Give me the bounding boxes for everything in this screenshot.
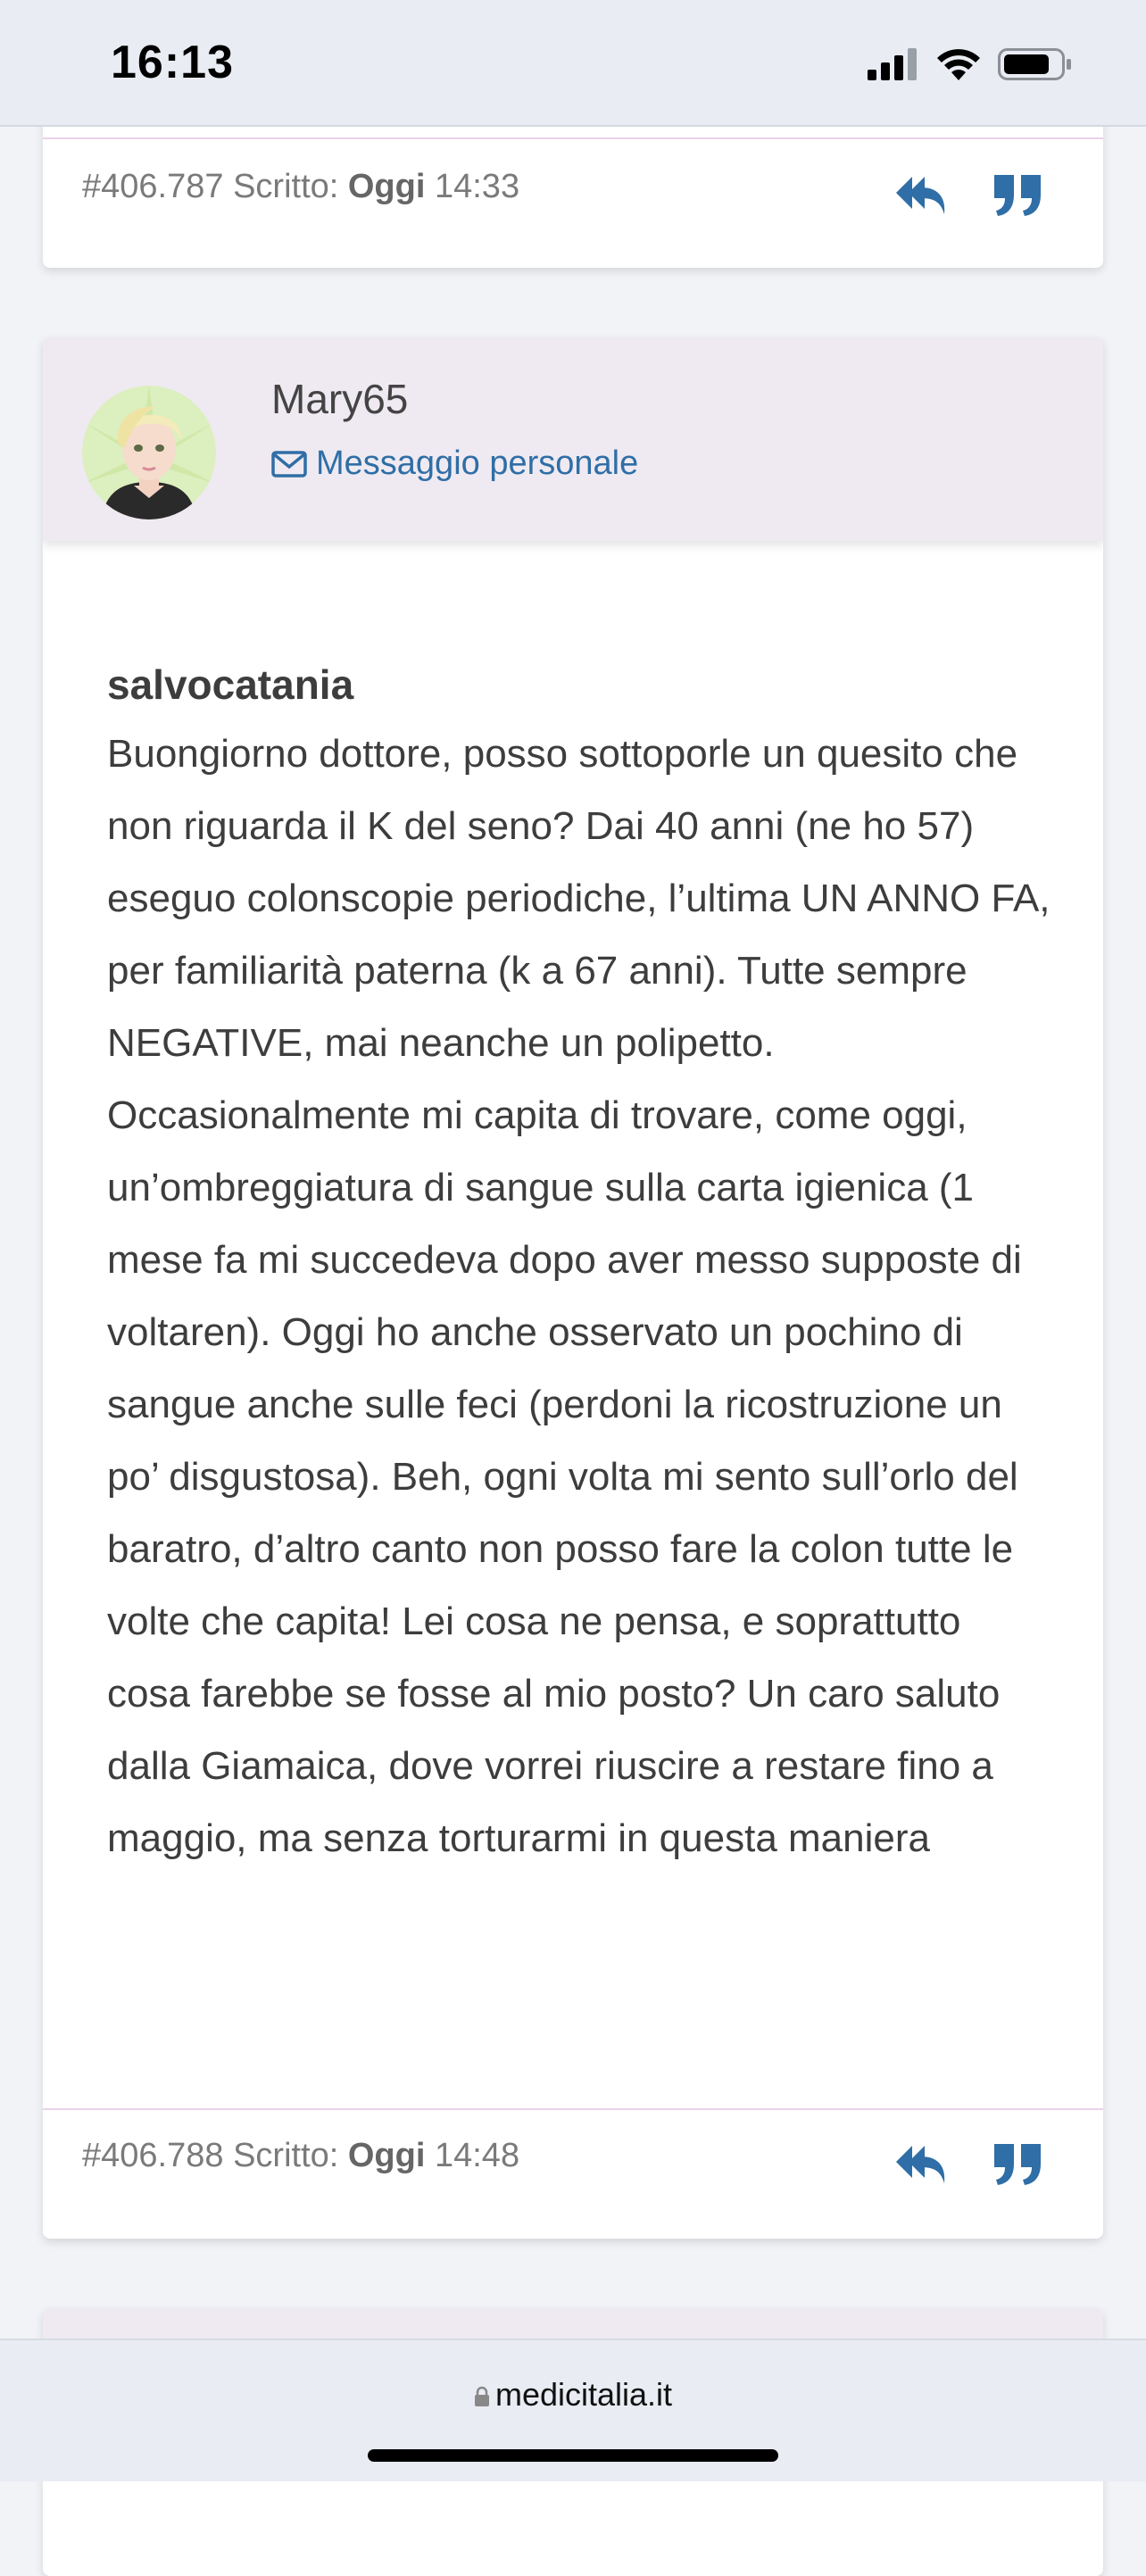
reply-all-icon[interactable] (894, 2140, 948, 2187)
post-day: Oggi (347, 168, 426, 205)
post-body: Buongiorno dottore, posso sottoporle un quesito che non riguarda il K del seno? Dai 40 anni (ne ho 57) eseguo colonscopie periodiche, l’ultima UN ANNO FA, per familiarità paterna (k a 67 anni). Tutte sempre NEGATIVE, mai neanche un polipetto. Occasionalmente mi capita di trovare, come oggi, un’ombreggiatura di sangue sulla carta igienica (1 mese fa mi succedeva dopo aver messo supposte di voltaren). Oggi ho anche osservato un pochino di sangue anche sulle feci (perdoni la ricostruzione un po’ disgustosa). Beh, ogni volta mi sento sull’orlo del baratro, d’altro canto non posso fare la colon tutte le volte che capita! Lei cosa ne pensa, e soprattutto cosa farebbe se fosse al mio posto? Un caro saluto dalla Giamaica, dove vorrei riuscire a restare fino a maggio, ma senza torturarmi in questa maniera (107, 732, 1050, 1860)
avatar[interactable] (82, 386, 216, 519)
post-day: Oggi (347, 2137, 426, 2174)
status-time: 16:13 (111, 37, 234, 88)
quote-icon[interactable] (992, 2140, 1046, 2187)
cellular-signal-icon (868, 48, 918, 80)
lock-icon (474, 2386, 490, 2407)
private-message-link[interactable] (271, 445, 638, 483)
written-label: Scritto: (233, 2137, 339, 2174)
post-card (43, 337, 1103, 2239)
post-author-header (43, 337, 1103, 541)
post-number: #406.787 (82, 168, 224, 205)
url-field[interactable] (0, 2376, 1146, 2414)
wifi-icon (935, 46, 982, 82)
envelope-icon (271, 450, 307, 478)
post-number: #406.788 (82, 2137, 224, 2174)
status-bar (0, 0, 1146, 127)
reply-all-icon[interactable] (894, 171, 948, 218)
written-label: Scritto: (233, 168, 339, 205)
post-meta (82, 168, 519, 206)
quoted-author: salvocatania (107, 661, 354, 708)
quote-icon[interactable] (992, 171, 1046, 218)
home-indicator[interactable] (368, 2449, 778, 2462)
post-meta (82, 2137, 519, 2175)
url-text: medicitalia.it (494, 2376, 673, 2413)
post-time: 14:48 (434, 2137, 520, 2174)
divider (43, 137, 1103, 139)
username[interactable]: Mary65 (271, 376, 409, 422)
private-message-label: Messaggio personale (316, 445, 639, 482)
divider (43, 2108, 1103, 2110)
battery-icon (998, 48, 1073, 80)
browser-address-bar[interactable] (0, 2339, 1146, 2481)
post-time: 14:33 (434, 168, 520, 205)
